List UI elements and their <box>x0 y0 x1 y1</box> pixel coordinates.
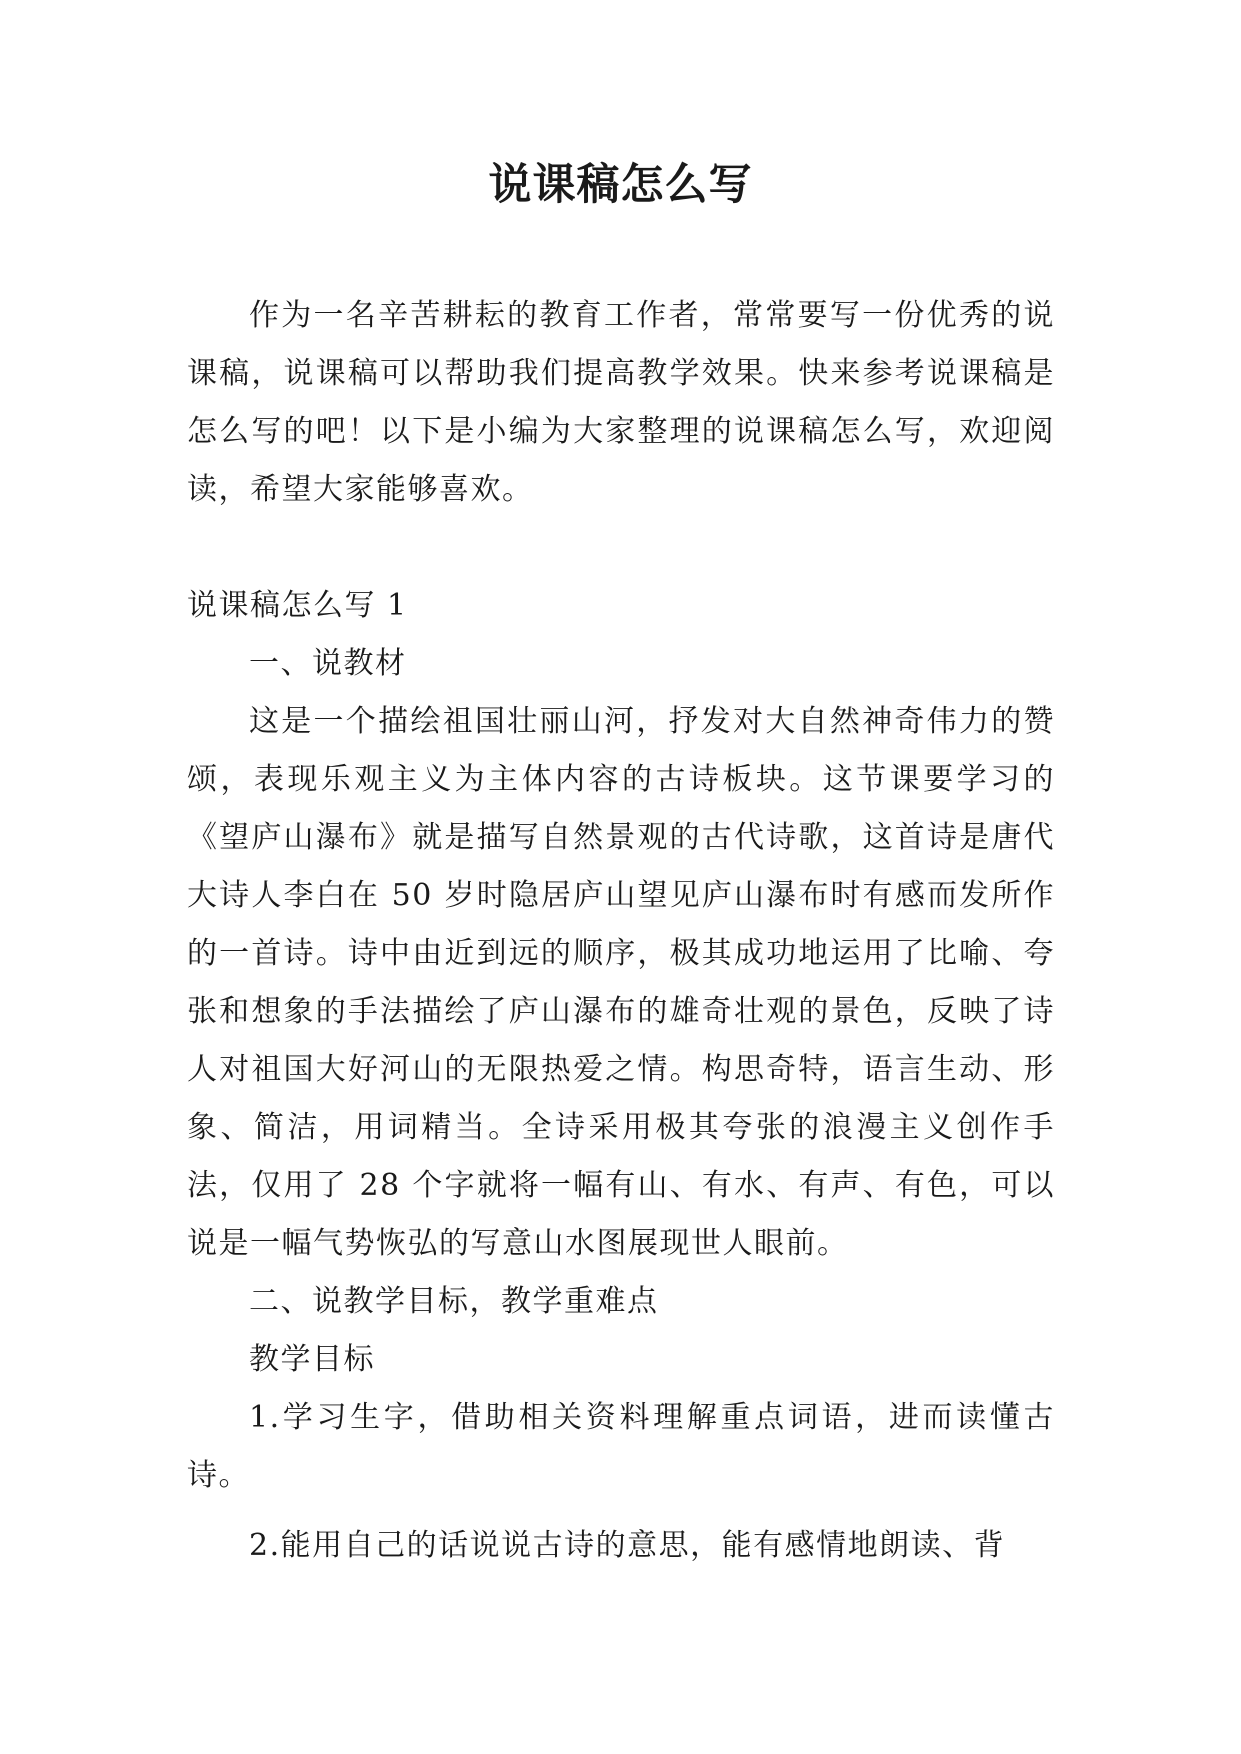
objective-item-1: 1.学习生字，借助相关资料理解重点词语，进而读懂古诗。 <box>187 1400 1055 1493</box>
part2-heading: 二、说教学目标，教学重难点 <box>249 1284 659 1319</box>
intro-paragraph: 作为一名辛苦耕耘的教育工作者，常常要写一份优秀的说课稿，说课稿可以帮助我们提高教学效果。快来参考说课稿是怎么写的吧！以下是小编为大家整理的说课稿怎么写，欢迎阅读，希望大家能够喜欢。 <box>187 298 1055 507</box>
document-body <box>187 287 1055 1575</box>
objectives-heading: 教学目标 <box>249 1342 375 1377</box>
section-heading: 说课稿怎么写 1 <box>187 588 408 623</box>
part1-heading: 一、说教材 <box>249 646 407 681</box>
document-title: 说课稿怎么写 <box>488 160 753 210</box>
part1-body-paragraph: 这是一个描绘祖国壮丽山河，抒发对大自然神奇伟力的赞颂，表现乐观主义为主体内容的古诗板块。这节课要学习的《望庐山瀑布》就是描写自然景观的古代诗歌，这首诗是唐代大诗人李白在 50 岁时隐居庐山望见庐山瀑布时有感而发所作的一首诗。诗中由近到远的顺序，极其成功地运用了比喻、夸张和想象的手法描绘了庐山瀑布的雄奇壮观的景色，反映了诗人对祖国大好河山的无限热爱之情。构思奇特，语言生动、形象、简洁，用词精当。全诗采用极其夸张的浪漫主义创作手法，仅用了 28 个字就将一幅有山、有水、有声、有色，可以说是一幅气势恢弘的写意山水图展现世人眼前。 <box>187 704 1055 1261</box>
objective-item-2: 2.能用自己的话说说古诗的意思，能有感情地朗读、背 <box>249 1528 1006 1563</box>
